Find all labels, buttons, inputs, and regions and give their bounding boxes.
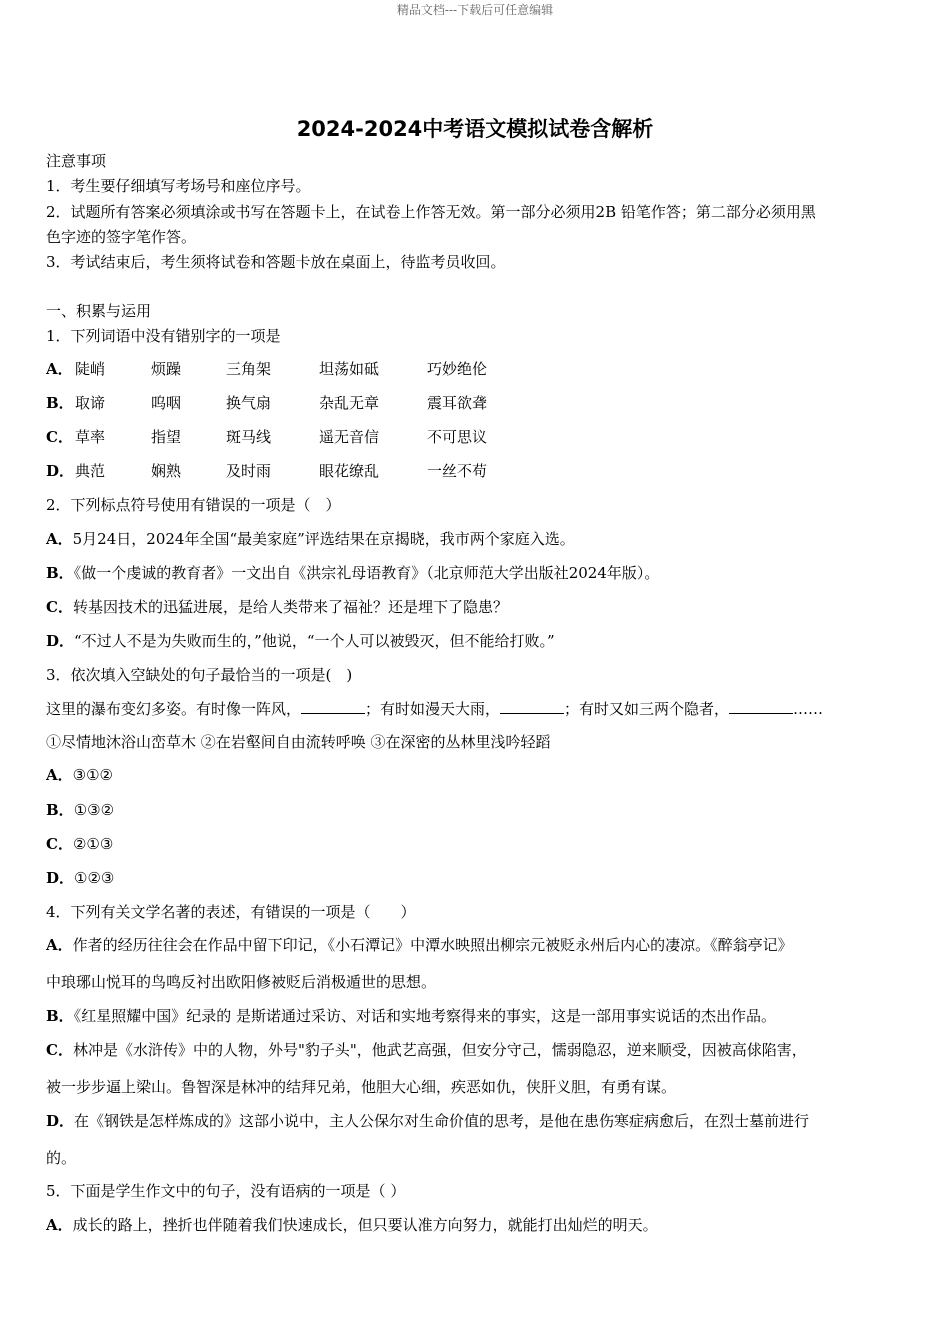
question-3-option-a: [46, 765, 113, 785]
option-label: C．: [46, 598, 73, 616]
option-label: A．: [46, 360, 73, 378]
option-word: 三角架: [226, 360, 272, 378]
question-2-option-a: [46, 529, 575, 549]
option-label: A．: [46, 936, 73, 954]
option-word: 遥无音信: [319, 428, 380, 446]
question-3-option-c: [46, 834, 113, 854]
option-word: 不可思议: [427, 428, 488, 446]
question-1-option-b: [46, 393, 487, 413]
notice-heading: 注意事项: [46, 152, 107, 170]
question-2-stem: 2．下列标点符号使用有错误的一项是（ ）: [46, 496, 341, 514]
blank-line: [729, 699, 793, 714]
passage-part: ；有时又如三两个隐者，: [564, 700, 730, 718]
option-label: C．: [46, 428, 73, 446]
option-label: D．: [46, 462, 75, 480]
notice-item: 3．考试结束后，考生须将试卷和答题卡放在桌面上，待监考员收回。: [46, 253, 506, 271]
question-2-option-d: [46, 631, 555, 651]
question-4-stem: 4．下列有关文学名著的表述，有错误的一项是（ ）: [46, 903, 416, 921]
option-word: 斑马线: [226, 428, 272, 446]
option-text: 《做一个虔诚的教育者》一文出自《洪宗礼母语教育》（北京师范大学出版社2024年版）。: [73, 564, 660, 582]
option-label: D．: [46, 632, 75, 650]
option-word: 杂乱无章: [319, 394, 380, 412]
notice-item: 2．试题所有答案必须填涂或书写在答题卡上，在试卷上作答无效。第一部分必须用2B 铅笔作答；第二部分必须用黑: [46, 203, 816, 221]
option-text: ①②③: [74, 869, 115, 887]
option-label: B．: [46, 564, 74, 582]
question-3-option-b: [46, 800, 114, 820]
question-1-option-a: [46, 359, 487, 379]
question-3-stem: 3．依次填入空缺处的句子最恰当的一项是( ): [46, 666, 353, 684]
page-title: 2024-2024中考语文模拟试卷含解析: [296, 117, 654, 141]
option-label: A．: [46, 1216, 73, 1234]
option-word: 取谛: [75, 394, 106, 412]
question-2-option-b: [46, 563, 659, 583]
question-4-option-b: [46, 1006, 776, 1026]
option-text: ③①②: [72, 766, 113, 784]
option-text: 转基因技术的迅猛进展，是给人类带来了福祉？还是埋下了隐患？: [72, 598, 508, 616]
option-label: B．: [46, 394, 74, 412]
question-3-option-d: [46, 868, 114, 888]
question-4-option-c: [46, 1040, 807, 1060]
question-1-stem: 1．下列词语中没有错别字的一项是: [46, 327, 281, 345]
question-4-option-a-cont: 中琅琊山悦耳的鸟鸣反衬出欧阳修被贬后消极遁世的思想。: [46, 973, 437, 991]
option-word: 草率: [75, 428, 106, 446]
question-4-option-a: [46, 935, 793, 955]
section-heading: 一、积累与运用: [46, 302, 152, 320]
question-4-option-c-cont: 被一步步逼上梁山。鲁智深是林冲的结拜兄弟，他胆大心细，疾恶如仇，侠肝义胆，有勇有谋。: [46, 1078, 677, 1096]
passage-part: ……: [793, 700, 824, 718]
option-word: 陡峭: [75, 360, 106, 378]
passage-part: ；有时如漫天大雨，: [365, 700, 501, 718]
option-text: 林冲是《水浒传》中的人物，外号"豹子头"，他武艺高强，但安分守己，懦弱隐忍，逆来顺受，因被高俅陷害，: [72, 1041, 807, 1059]
option-word: 指望: [151, 428, 182, 446]
question-1-option-d: [46, 461, 487, 481]
option-word: 巧妙绝伦: [427, 360, 488, 378]
blank-line: [301, 699, 365, 714]
option-word: 一丝不苟: [427, 462, 488, 480]
question-1-option-c: [46, 427, 487, 447]
option-word: 眼花缭乱: [319, 462, 380, 480]
blank-line: [500, 699, 564, 714]
option-label: D．: [46, 869, 75, 887]
option-word: 及时雨: [226, 462, 272, 480]
option-word: 呜咽: [151, 394, 182, 412]
option-word: 典范: [75, 462, 106, 480]
option-word: 换气扇: [226, 394, 272, 412]
notice-item: 色字迹的签字笔作答。: [46, 228, 197, 246]
question-3-passage: [46, 699, 823, 719]
question-5-option-a: [46, 1215, 658, 1235]
option-label: C．: [46, 1041, 73, 1059]
option-text: 在《钢铁是怎样炼成的》这部小说中，主人公保尔对生命价值的思考，是他在患伤寒症病愈后，在烈士墓前进行: [74, 1112, 810, 1130]
option-word: 烦躁: [151, 360, 182, 378]
option-text: 作者的经历往往会在作品中留下印记，《小石潭记》中潭水映照出柳宗元被贬永州后内心的凄凉。《醉翁亭记》: [72, 936, 793, 954]
page-header: 精品文档---下载后可任意编辑: [396, 3, 554, 17]
option-text: 《红星照耀中国》纪录的 是斯诺通过采访、对话和实地考察得来的事实，这是一部用事实说话的杰出作品。: [73, 1007, 776, 1025]
option-word: 坦荡如砥: [319, 360, 380, 378]
option-word: 震耳欲聋: [427, 394, 488, 412]
option-text: ①③②: [73, 801, 115, 819]
question-4-option-d: [46, 1111, 809, 1131]
option-text: ②①③: [72, 835, 114, 853]
question-2-option-c: [46, 597, 508, 617]
option-label: A．: [46, 766, 73, 784]
option-text: “不过人不是为失败而生的，”他说，“一个人可以被毁灭，但不能给打败。”: [74, 632, 555, 650]
question-5-stem: 5．下面是学生作文中的句子，没有语病的一项是（ ）: [46, 1182, 406, 1200]
option-word: 娴熟: [151, 462, 182, 480]
option-label: C．: [46, 835, 73, 853]
option-text: 成长的路上，挫折也伴随着我们快速成长，但只要认准方向努力，就能打出灿烂的明天。: [72, 1216, 658, 1234]
question-4-option-d-cont: 的。: [46, 1149, 77, 1167]
option-label: B．: [46, 801, 74, 819]
option-label: B．: [46, 1007, 74, 1025]
option-label: D．: [46, 1112, 75, 1130]
notice-item: 1．考生要仔细填写考场号和座位序号。: [46, 177, 311, 195]
option-text: 5月24日，2024年全国“最美家庭”评选结果在京揭晓，我市两个家庭入选。: [72, 530, 575, 548]
option-label: A．: [46, 530, 73, 548]
passage-part: 这里的瀑布变幻多姿。有时像一阵风，: [46, 700, 302, 718]
question-3-choices: ①尽情地沐浴山峦草木 ②在岩壑间自由流转呼唤 ③在深密的丛林里浅吟轻蹈: [46, 733, 551, 751]
